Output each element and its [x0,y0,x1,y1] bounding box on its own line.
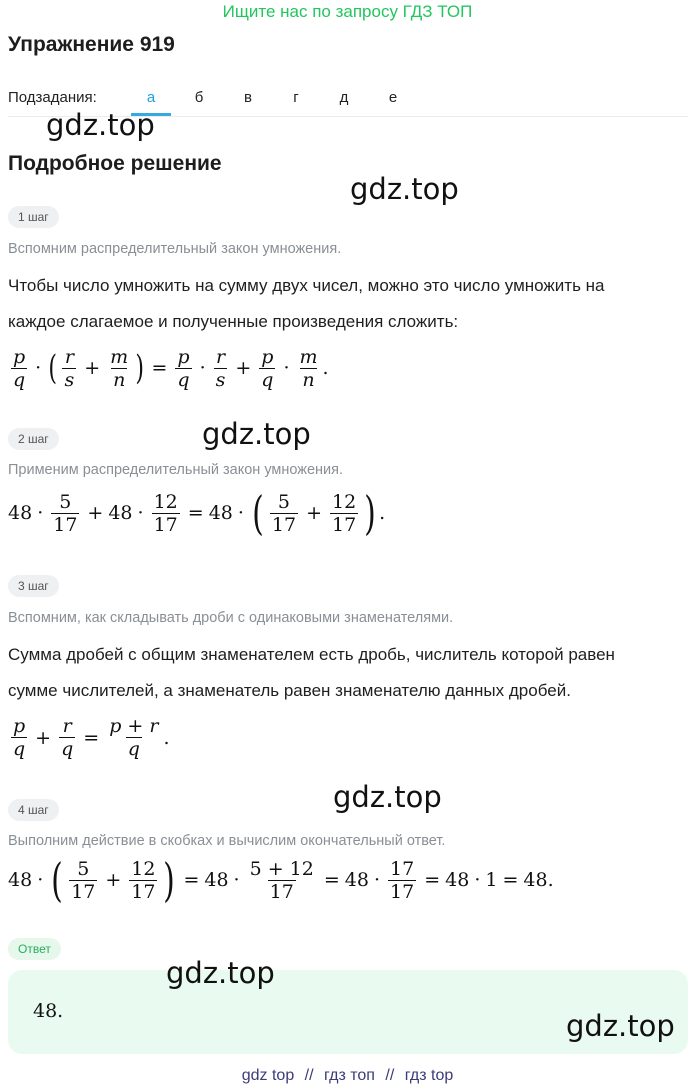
subtasks-label: Подзадания: [8,89,97,106]
tab-v[interactable]: в [244,89,252,106]
step-hint: Вспомним распределительный закон умножения. [8,241,342,257]
watermark: gdz.top [166,956,275,990]
page-title: Упражнение 919 [8,33,175,56]
footer-link[interactable]: гдз топ [324,1067,375,1084]
watermark: gdz.top [202,417,311,451]
formula-step2: 48 · $\frac{5}{17}$ + 48 · $\frac{12}{17}$ = 48 · ( $\frac{5}{17}$ + $\frac{12}{17}$ ) . [8,486,386,540]
step-text: Чтобы число умножить на сумму двух чисел, можно это число умножить на [8,276,605,295]
tab-b[interactable]: б [194,89,204,106]
watermark: gdz.top [566,1009,675,1043]
footer-separator: // [304,1067,314,1084]
watermark: gdz.top [350,172,459,206]
answer-value: 48. [33,1000,64,1022]
step-badge: 2 шаг [8,428,59,450]
step-text: сумме числителей, а знаменатель равен знаменателю данных дробей. [8,681,571,700]
step-hint: Выполним действие в скобках и вычислим окончательный ответ. [8,833,446,849]
tab-d[interactable]: д [339,89,349,106]
step-hint: Вспомним, как складывать дроби с одинаковыми знаменателями. [8,610,454,626]
step-badge: 4 шаг [8,799,59,821]
step-badge: 3 шаг [8,575,59,597]
tab-e[interactable]: е [388,89,398,106]
footer-links [0,1067,695,1085]
watermark: gdz.top [46,108,155,142]
formula-distributive: $\frac{p}{q}$ · ( $\frac{r}{s}$ + $\frac{m}{n}$ ) = $\frac{p}{q}$ · $\frac{r}{s}$ + $\frac{p}{q}$ · $\frac{m}{n}$ . [13,345,329,391]
watermark: gdz.top [333,780,442,814]
footer-separator: // [385,1067,395,1084]
section-title: Подробное решение [8,152,222,175]
footer-link[interactable]: gdz top [241,1067,295,1084]
step-text: Сумма дробей с общим знаменателем есть дробь, числитель которой равен [8,645,615,664]
tab-g[interactable]: г [293,89,299,106]
footer-link[interactable]: гдз top [404,1067,454,1084]
tab-a[interactable]: а [146,89,156,106]
search-banner: Ищите нас по запросу ГДЗ ТОП [222,2,473,21]
formula-step4: 48 · ( $\frac{5}{17}$ + $\frac{12}{17}$ ) = 48 · $\frac{5 + 12}{17}$ = 48 · $\frac{17}{17}$ = 48 · 1 = 48 . [8,853,554,907]
step-text: каждое слагаемое и полученные произведения сложить: [8,312,459,331]
answer-badge: Ответ [8,938,61,960]
step-hint: Применим распределительный закон умножения. [8,462,344,478]
step-badge: 1 шаг [8,206,59,228]
formula-common-denominator: $\frac{p}{q}$ + $\frac{r}{q}$ = $\frac{p + r}{q}$ . [13,715,170,760]
